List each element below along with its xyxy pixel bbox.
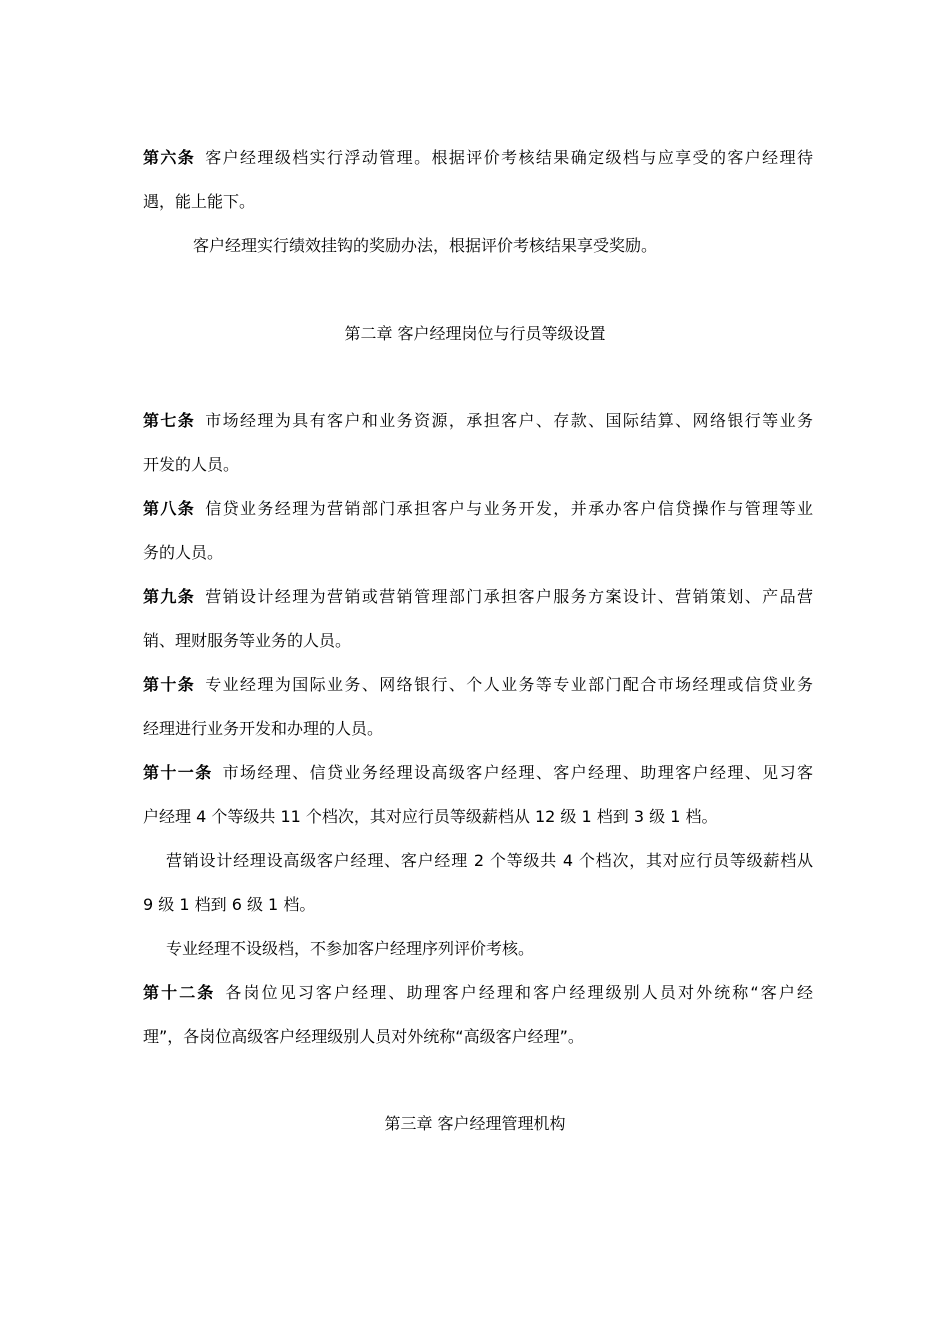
article-11-line-2: 户经理 4 个等级共 11 个档次，其对应行员等级薪档从 12 级 1 档到 3 级 1 档。 xyxy=(143,807,718,826)
article-9-label: 第九条 xyxy=(143,587,196,606)
article-6-label: 第六条 xyxy=(143,148,196,167)
article-10-line-1 xyxy=(143,674,813,696)
article-10-line-2: 经理进行业务开发和办理的人员。 xyxy=(143,719,384,738)
article-7-line-1 xyxy=(143,410,813,432)
article-9-line-2: 销、理财服务等业务的人员。 xyxy=(143,631,352,650)
article-10-label: 第十条 xyxy=(143,675,196,694)
article-11-paragraph-3: 专业经理不设级档，不参加客户经理序列评价考核。 xyxy=(166,939,535,958)
article-10-text-1: 专业经理为国际业务、网络银行、个人业务等专业部门配合市场经理或信贷业务 xyxy=(205,675,813,694)
article-11-paragraph-2-line-1: 营销设计经理设高级客户经理、客户经理 2 个等级共 4 个档次，其对应行员等级薪档从 xyxy=(166,851,813,870)
article-7-label: 第七条 xyxy=(143,411,196,430)
article-11-line-1 xyxy=(143,762,813,784)
article-12-label: 第十二条 xyxy=(143,983,216,1002)
article-8-text-1: 信贷业务经理为营销部门承担客户与业务开发，并承办客户信贷操作与管理等业 xyxy=(205,499,813,518)
article-6-line-1 xyxy=(143,147,813,169)
article-8-line-1 xyxy=(143,498,813,520)
article-11-text-1: 市场经理、信贷业务经理设高级客户经理、客户经理、助理客户经理、见习客 xyxy=(222,763,813,782)
article-7-line-2: 开发的人员。 xyxy=(143,455,240,474)
article-7-text-1: 市场经理为具有客户和业务资源，承担客户、存款、国际结算、网络银行等业务 xyxy=(205,411,813,430)
article-12-line-1 xyxy=(143,982,813,1004)
article-12-text-1: 各岗位见习客户经理、助理客户经理和客户经理级别人员对外统称“客户经 xyxy=(225,983,813,1002)
article-8-label: 第八条 xyxy=(143,499,196,518)
chapter-3-heading: 第三章 客户经理管理机构 xyxy=(384,1114,566,1133)
article-12-line-2: 理”，各岗位高级客户经理级别人员对外统称“高级客户经理”。 xyxy=(143,1027,584,1046)
chapter-2-heading: 第二章 客户经理岗位与行员等级设置 xyxy=(344,324,606,343)
article-6-line-2: 遇，能上能下。 xyxy=(143,192,256,211)
article-11-label: 第十一条 xyxy=(143,763,213,782)
article-11-paragraph-2-line-2: 9 级 1 档到 6 级 1 档。 xyxy=(143,895,316,914)
article-8-line-2: 务的人员。 xyxy=(143,543,224,562)
article-6-text-1: 客户经理级档实行浮动管理。根据评价考核结果确定级档与应享受的客户经理待 xyxy=(205,148,813,167)
article-6-paragraph-2: 客户经理实行绩效挂钩的奖励办法，根据评价考核结果享受奖励。 xyxy=(193,236,658,255)
article-9-text-1: 营销设计经理为营销或营销管理部门承担客户服务方案设计、营销策划、产品营 xyxy=(205,587,813,606)
article-9-line-1 xyxy=(143,586,813,608)
